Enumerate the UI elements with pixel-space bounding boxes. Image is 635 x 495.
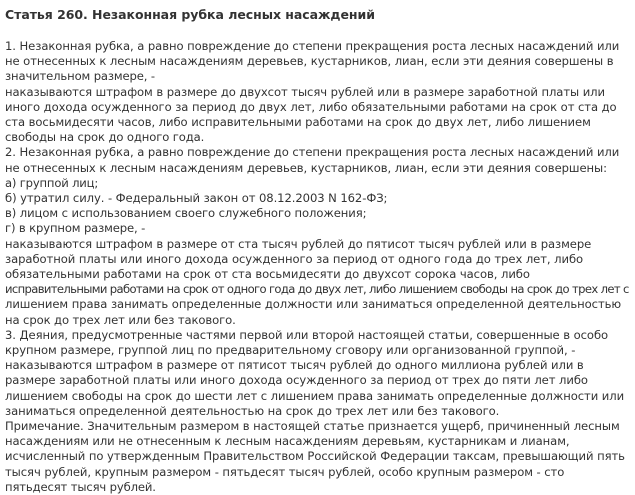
text-line: наказываются штрафом в размере от ста тысяч рублей до пятисот тысяч рублей или в размере <box>5 236 592 251</box>
text-line: 2. Незаконная рубка, а равно повреждение до степени прекращения роста лесных насаждений или <box>5 145 620 160</box>
text-line: крупном размере, группой лиц по предварительному сговору или организованной группой, - <box>5 343 576 358</box>
text-line: тысяч рублей, крупным размером - пятьдесят тысяч рублей, особо крупным размером - сто <box>5 464 565 479</box>
text-line: наказываются штрафом в размере от пятисот тысяч рублей до одного миллиона рублей или в <box>5 358 584 373</box>
text-line: обязательными работами на срок от ста восьмидесяти до двухсот сорока часов, либо <box>5 267 530 282</box>
text-line: на срок до трех лет или без такового. <box>5 312 236 327</box>
text-line: Примечание. Значительным размером в настоящей статье признается ущерб, причиненный лесным <box>5 419 620 434</box>
text-line: насаждениям или не отнесенным к лесным насаждениям деревьям, кустарникам и лианам, <box>5 434 570 449</box>
text-line: б) утратил силу. - Федеральный закон от 08.12.2003 N 162-ФЗ; <box>5 191 388 206</box>
text-line: 3. Деяния, предусмотренные частями первой или второй настоящей статьи, совершенные в особо <box>5 327 609 342</box>
text-line: г) в крупном размере, - <box>5 221 146 236</box>
text-line: не отнесенных к лесным насаждениям деревьев, кустарников, лиан, если эти деяния совершены: <box>5 160 607 175</box>
text-line: наказываются штрафом в размере до двухсот тысяч рублей или в размере заработной платы или <box>5 84 605 99</box>
text-line: 1. Незаконная рубка, а равно повреждение до степени прекращения роста лесных насаждений или <box>5 39 620 53</box>
text-line: лишением свободы на срок до шести лет с лишением права занимать определенные должности или <box>5 388 625 403</box>
text-line: лишением права занимать определенные должности или заниматься определенной деятельностью <box>5 297 622 312</box>
text-line: свободы на срок до одного года. <box>5 130 205 145</box>
text-line: исчисленный по утвержденным Правительством Российской Федерации таксам, превышающий пять <box>5 449 625 464</box>
text-line: пятьдесят тысяч рублей. <box>5 479 156 494</box>
text-line: не отнесенных к лесным насаждениям деревьев, кустарников, лиан, если эти деяния совершены в <box>5 54 614 69</box>
text-line: размере заработной платы или иного дохода осужденного за период от трех до пяти лет либо <box>5 373 588 388</box>
text-line: заработной платы или иного дохода осужденного за период от одного года до трех лет, либо <box>5 251 584 266</box>
article-text <box>5 39 631 495</box>
text-line: а) группой лиц; <box>5 175 99 190</box>
text-line: в) лицом с использованием своего служебного положения; <box>5 206 367 221</box>
text-line: значительном размере, - <box>5 69 155 84</box>
document-body <box>5 6 631 495</box>
text-line: ста восьмидесяти часов, либо исправительными работами на срок до двух лет, либо лишением <box>5 115 591 130</box>
text-line: исправительными работами на срок от одного года до двух лет, либо лишением свободы на срок до трех лет с <box>5 282 629 297</box>
text-line: заниматься определенной деятельностью на срок до трех лет или без такового. <box>5 403 500 418</box>
text-line: иного дохода осужденного за период до двух лет, либо обязательными работами на срок от ста до <box>5 99 617 114</box>
article-title: Статья 260. Незаконная рубка лесных насаждений <box>5 7 375 22</box>
